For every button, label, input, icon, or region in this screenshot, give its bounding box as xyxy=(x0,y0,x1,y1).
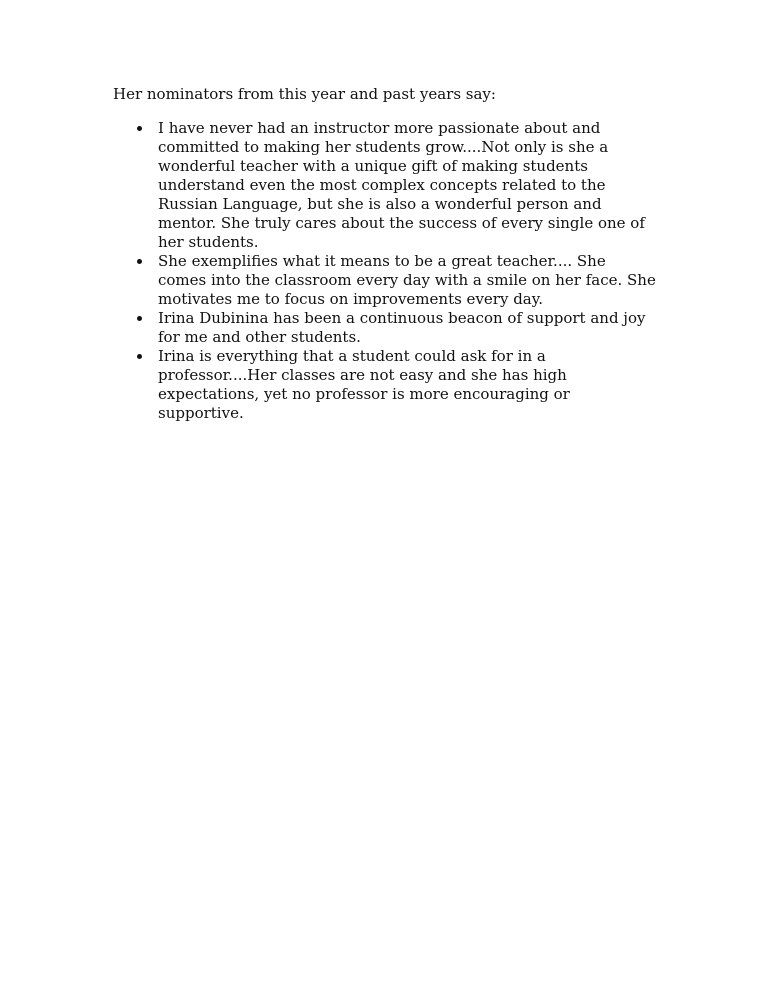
list-item xyxy=(113,347,658,423)
list-item xyxy=(113,119,658,252)
quote-text: She exemplifies what it means to be a great teacher.... She comes into the classroom every day with a smile on her face. She motivates me to focus on improvements every day. xyxy=(158,252,656,308)
bullet-icon xyxy=(137,126,142,131)
document-body xyxy=(113,85,658,423)
bullet-icon xyxy=(137,259,142,264)
list-item xyxy=(113,309,658,347)
quote-text: Irina Dubinina has been a continuous beacon of support and joy for me and other students. xyxy=(158,309,646,346)
bullet-icon xyxy=(137,316,142,321)
quote-text: I have never had an instructor more passionate about and committed to making her students grow....Not only is she a wonderful teacher with a unique gift of making students understand even the most complex concepts related to the Russian Language, but she is also a wonderful person and mentor. She truly cares about the success of every single one of her students. xyxy=(158,119,645,251)
list-item xyxy=(113,252,658,309)
bullet-icon xyxy=(137,354,142,359)
intro-paragraph: Her nominators from this year and past years say: xyxy=(113,85,496,103)
nominator-quotes-list xyxy=(113,119,658,423)
quote-text: Irina is everything that a student could ask for in a professor....Her classes are not easy and she has high expectations, yet no professor is more encouraging or supportive. xyxy=(158,347,570,422)
